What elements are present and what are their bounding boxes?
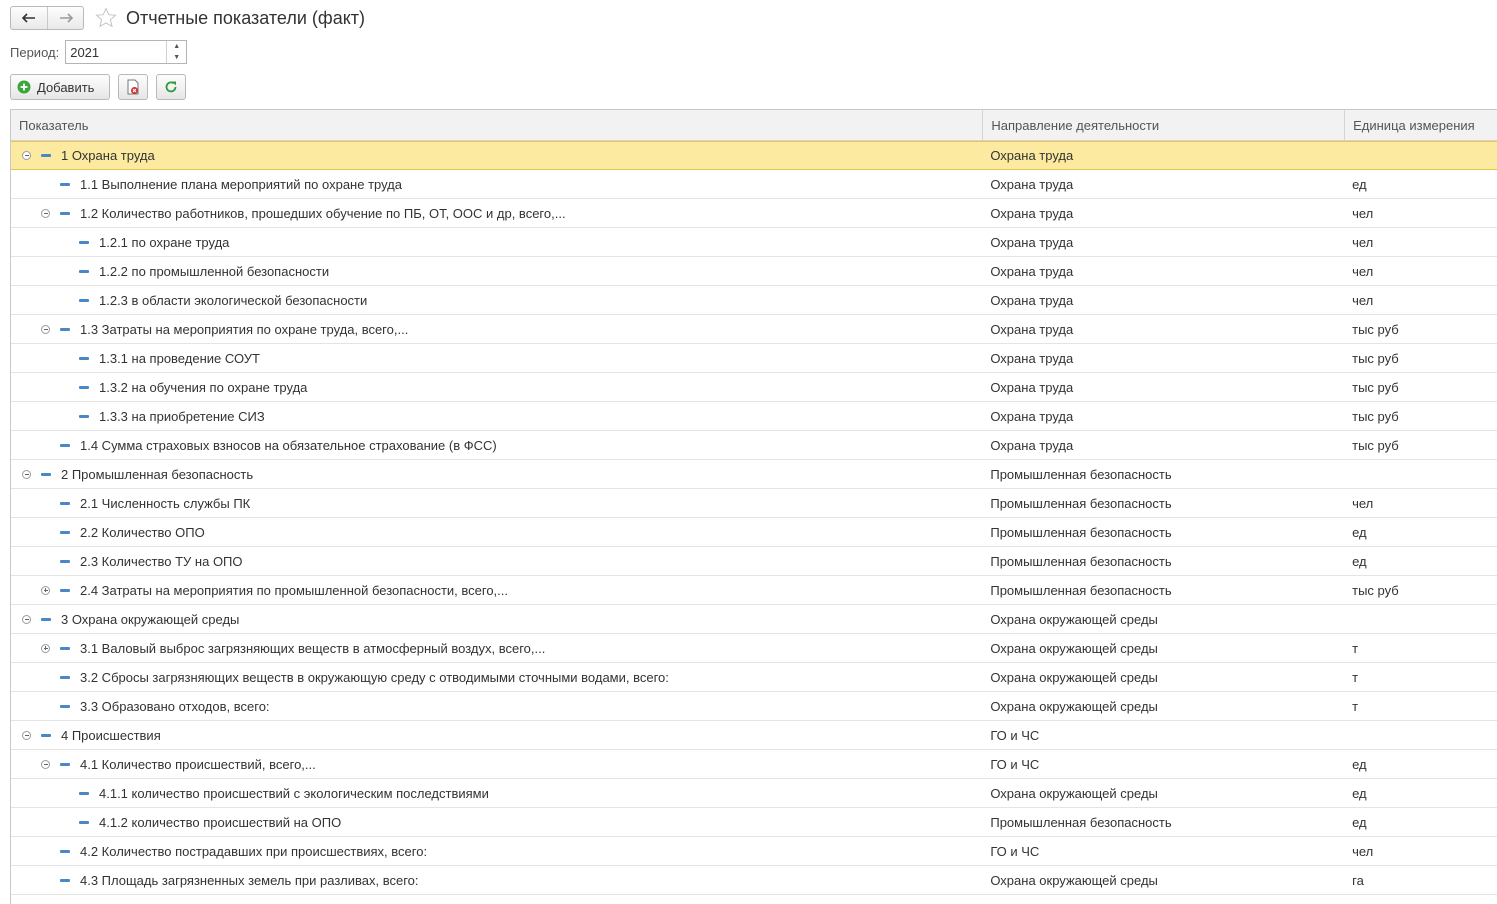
unit-cell[interactable]: ед [1352,756,1367,772]
direction-cell[interactable]: ГО и ЧС [990,727,1040,743]
direction-cell[interactable]: Охрана труда [990,176,1074,192]
direction-cell[interactable]: Охрана труда [990,350,1074,366]
direction-cell[interactable]: Промышленная безопасность [990,553,1172,569]
direction-cell[interactable]: Охрана окружающей среды [990,669,1158,685]
tree-toggle-slot [36,518,55,546]
indicator-cell[interactable] [11,199,982,227]
item-marker-icon [55,315,74,343]
column-header-direction[interactable]: Направление деятельности [982,110,1344,141]
table-row[interactable] [11,373,1497,402]
indicator-name: 1.1 Выполнение плана мероприятий по охране труда [80,176,402,192]
direction-cell[interactable]: Охрана окружающей среды [990,785,1158,801]
indicator-name: 3.3 Образовано отходов, всего: [80,698,270,714]
unit-cell[interactable]: чел [1352,843,1374,859]
indicator-name: 3 Охрана окружающей среды [61,611,240,627]
indicator-name: 2.2 Количество ОПО [80,524,205,540]
indicator-name: 2.4 Затраты на мероприятия по промышленной безопасности, всего,... [80,582,509,598]
delete-document-icon [126,79,140,95]
direction-cell[interactable]: Охрана труда [990,292,1074,308]
item-marker-icon [55,576,74,604]
add-button[interactable] [10,74,110,100]
indicator-cell[interactable] [11,344,982,372]
tree-toggle-slot [36,866,55,894]
refresh-button[interactable] [156,74,186,100]
indicator-cell[interactable] [11,257,982,285]
direction-cell[interactable]: Охрана окружающей среды [990,872,1158,888]
unit-cell[interactable] [1344,142,1497,169]
table-row[interactable] [11,141,1497,170]
direction-cell[interactable]: Промышленная безопасность [990,582,1172,598]
item-marker-icon [36,605,55,633]
unit-cell[interactable]: ед [1352,785,1367,801]
item-marker-icon [36,142,55,169]
item-marker-icon [74,402,93,430]
indent-spacer [11,199,36,227]
page-title: Отчетные показатели (факт) [126,7,366,28]
direction-cell[interactable]: ГО и ЧС [990,756,1040,772]
unit-cell[interactable]: тыс руб [1352,321,1399,337]
collapse-icon[interactable] [22,731,31,740]
period-spinner[interactable] [166,41,186,63]
period-label: Период: [10,44,60,60]
navigation-buttons [10,6,84,30]
indent-spacer [11,518,36,546]
indicator-name: 1.2 Количество работников, прошедших обучение по ПБ, ОТ, ООС и др, всего,... [80,205,566,221]
item-marker-icon [74,808,93,836]
direction-cell[interactable]: Охрана окружающей среды [990,698,1158,714]
indicator-cell[interactable] [11,808,982,836]
unit-cell[interactable]: чел [1352,205,1374,221]
unit-cell[interactable]: ед [1352,814,1367,830]
indicator-name: 1.4 Сумма страховых взносов на обязательное страхование (в ФСС) [80,437,497,453]
table-row[interactable] [11,750,1497,779]
indicator-cell[interactable] [11,315,982,343]
arrow-left-icon [22,13,36,23]
table-row[interactable] [11,576,1497,605]
indicator-cell[interactable] [11,692,982,720]
table-row[interactable] [11,431,1497,460]
item-marker-icon [55,634,74,662]
table-row[interactable] [11,837,1497,866]
indicator-name: 1 Охрана труда [61,148,155,163]
item-marker-icon [55,837,74,865]
table-row[interactable] [11,605,1497,634]
item-marker-icon [74,228,93,256]
tree-toggle-slot [55,344,74,372]
table-row[interactable] [11,808,1497,837]
unit-cell[interactable]: ед [1352,553,1367,569]
item-marker-icon [36,721,55,749]
indicator-name: 3.2 Сбросы загрязняющих веществ в окружающую среду с отводимыми сточными водами, всего: [80,669,669,685]
tree-toggle-slot [36,692,55,720]
item-marker-icon [55,547,74,575]
tree-toggle-slot[interactable] [17,605,36,633]
star-icon [95,7,117,29]
indicator-name: 2.1 Численность службы ПК [80,495,251,511]
indicator-name: 4.1 Количество происшествий, всего,... [80,756,316,772]
indent-spacer [11,547,36,575]
favorite-star-button[interactable] [94,6,118,30]
indent-spacer [11,779,55,807]
unit-cell[interactable]: т [1352,640,1359,656]
tree-toggle-slot [36,170,55,198]
indicator-cell[interactable] [11,142,982,169]
unit-cell[interactable]: чел [1352,263,1374,279]
table-row[interactable] [11,721,1497,750]
indent-spacer [11,808,55,836]
table-row[interactable] [11,460,1497,489]
indicator-name: 4.3 Площадь загрязненных земель при разливах, всего: [80,872,419,888]
unit-cell[interactable]: т [1352,698,1359,714]
item-marker-icon [55,518,74,546]
back-button[interactable] [11,7,47,29]
direction-cell[interactable]: Охрана труда [990,263,1074,279]
tree-toggle-slot [55,257,74,285]
indent-spacer [11,170,36,198]
tree-toggle-slot[interactable] [36,199,55,227]
collapse-icon[interactable] [41,209,50,218]
collapse-icon[interactable] [22,615,31,624]
indicator-name: 4.2 Количество пострадавших при происшествиях, всего: [80,843,428,859]
tree-toggle-slot[interactable] [17,142,36,169]
table-row[interactable] [11,692,1497,721]
table-row[interactable] [11,547,1497,576]
tree-toggle-slot [55,779,74,807]
direction-cell[interactable]: Охрана труда [990,408,1074,424]
unit-cell[interactable] [1344,605,1497,633]
table-row[interactable] [11,634,1497,663]
unit-cell[interactable]: тыс руб [1352,379,1399,395]
tree-toggle-slot [36,431,55,459]
unit-cell[interactable]: тыс руб [1352,582,1399,598]
indicator-name: 1.3.2 на обучения по охране труда [99,379,308,395]
unit-cell[interactable] [1344,460,1497,488]
unit-cell[interactable]: чел [1352,234,1374,250]
table-row[interactable] [11,228,1497,257]
tree-toggle-slot [36,489,55,517]
plus-circle-icon [17,80,31,94]
table-row[interactable] [11,315,1497,344]
item-marker-icon [55,199,74,227]
indicator-cell[interactable] [11,373,982,401]
indent-spacer [11,228,55,256]
item-marker-icon [55,866,74,894]
indicator-cell[interactable] [11,750,982,778]
table-body [11,141,1497,895]
title-bar [10,6,365,30]
column-header-unit[interactable]: Единица измерения [1344,110,1497,141]
indent-spacer [11,663,36,691]
tree-toggle-slot[interactable] [17,721,36,749]
table-row[interactable] [11,779,1497,808]
item-marker-icon [36,460,55,488]
tree-toggle-slot [55,373,74,401]
unit-cell[interactable]: чел [1352,495,1374,511]
tree-toggle-slot [36,663,55,691]
indicator-name: 4 Происшествия [61,727,161,743]
indent-spacer [11,837,36,865]
direction-cell[interactable]: Промышленная безопасность [990,814,1172,830]
table-row[interactable] [11,257,1497,286]
indent-spacer [11,286,55,314]
indicator-name: 3.1 Валовый выброс загрязняющих веществ в атмосферный воздух, всего,... [80,640,546,656]
collapse-icon[interactable] [22,470,31,479]
item-marker-icon [55,692,74,720]
direction-cell[interactable]: Промышленная безопасность [990,524,1172,540]
item-marker-icon [55,170,74,198]
indicator-cell[interactable] [11,286,982,314]
period-row [10,40,187,64]
direction-cell[interactable]: Охрана труда [990,205,1074,221]
column-header-indicator[interactable]: Показатель [19,118,89,133]
table-row[interactable] [11,518,1497,547]
direction-cell[interactable]: ГО и ЧС [990,843,1040,859]
collapse-icon[interactable] [22,151,31,160]
indent-spacer [11,431,36,459]
direction-cell[interactable]: Охрана труда [990,379,1074,395]
table-row[interactable] [11,489,1497,518]
item-marker-icon [74,286,93,314]
indicator-name: 2 Промышленная безопасность [61,466,254,482]
indent-spacer [11,750,36,778]
item-marker-icon [55,431,74,459]
indicator-name: 1.3.1 на проведение СОУТ [99,350,260,366]
indicator-cell[interactable] [11,228,982,256]
indicator-cell[interactable] [11,402,982,430]
tree-toggle-slot[interactable] [36,634,55,662]
expand-icon[interactable] [41,586,50,595]
table-row[interactable] [11,663,1497,692]
indicator-cell[interactable] [11,837,982,865]
add-button-label: Добавить [37,79,95,95]
direction-cell[interactable]: Промышленная безопасность [990,495,1172,511]
indent-spacer [11,489,36,517]
indicator-cell[interactable] [11,489,982,517]
item-marker-icon [55,489,74,517]
arrow-right-icon [59,13,73,23]
item-marker-icon [74,779,93,807]
period-field[interactable] [65,40,187,64]
indent-spacer [11,402,55,430]
tree-toggle-slot [36,837,55,865]
indent-spacer [11,344,55,372]
tree-toggle-slot[interactable] [36,750,55,778]
refresh-icon [164,80,178,94]
unit-cell[interactable]: тыс руб [1352,350,1399,366]
unit-cell[interactable]: т [1352,669,1359,685]
direction-cell[interactable]: Промышленная безопасность [990,466,1172,482]
item-marker-icon [74,257,93,285]
collapse-icon[interactable] [41,760,50,769]
direction-cell[interactable]: Охрана окружающей среды [990,640,1158,656]
direction-cell[interactable]: Охрана труда [990,234,1074,250]
indicator-name: 1.3.3 на приобретение СИЗ [99,408,265,424]
indicator-name: 1.2.3 в области экологической безопасности [99,292,368,308]
indicator-cell[interactable] [11,779,982,807]
tree-toggle-slot [55,286,74,314]
indent-spacer [11,634,36,662]
delete-button[interactable] [118,74,148,100]
indent-spacer [11,257,55,285]
indicator-cell[interactable] [11,605,982,633]
unit-cell[interactable]: ед [1352,176,1367,192]
table-row[interactable] [11,402,1497,431]
item-marker-icon [74,344,93,372]
indicator-cell[interactable] [11,576,982,604]
indicator-cell[interactable] [11,460,982,488]
table-row[interactable] [11,344,1497,373]
forward-button[interactable] [47,7,83,29]
indicator-cell[interactable] [11,663,982,691]
indicator-name: 2.3 Количество ТУ на ОПО [80,553,243,569]
table-header [11,110,1497,141]
toolbar [10,74,186,100]
indent-spacer [11,373,55,401]
indent-spacer [11,866,36,894]
item-marker-icon [55,663,74,691]
unit-cell[interactable]: тыс руб [1352,437,1399,453]
item-marker-icon [55,750,74,778]
indicator-cell[interactable] [11,547,982,575]
unit-cell[interactable]: тыс руб [1352,408,1399,424]
indicator-cell[interactable] [11,431,982,459]
tree-toggle-slot [36,547,55,575]
indicator-name: 1.2.1 по охране труда [99,234,230,250]
indicators-table [10,109,1497,904]
period-input[interactable]: 2021 [70,45,100,60]
unit-cell[interactable]: ед [1352,524,1367,540]
direction-cell[interactable]: Охрана труда [990,148,1074,163]
indicator-cell[interactable] [11,721,982,749]
indicator-cell[interactable] [11,170,982,198]
direction-cell[interactable]: Охрана окружающей среды [990,611,1158,627]
tree-toggle-slot[interactable] [17,460,36,488]
unit-cell[interactable]: га [1352,872,1364,888]
unit-cell[interactable] [1344,721,1497,749]
tree-toggle-slot [55,402,74,430]
spin-down-icon[interactable]: ▼ [173,54,181,61]
item-marker-icon [74,373,93,401]
indicator-cell[interactable] [11,866,982,894]
tree-toggle-slot [55,228,74,256]
tree-toggle-slot [55,808,74,836]
indicator-cell[interactable] [11,634,982,662]
indicator-name: 1.3 Затраты на мероприятия по охране труда, всего,... [80,321,409,337]
indicator-cell[interactable] [11,518,982,546]
expand-icon[interactable] [41,644,50,653]
collapse-icon[interactable] [41,325,50,334]
tree-toggle-slot[interactable] [36,315,55,343]
indent-spacer [11,315,36,343]
indicator-name: 4.1.1 количество происшествий с экологическим последствиями [99,785,489,801]
unit-cell[interactable]: чел [1352,292,1374,308]
table-row[interactable] [11,866,1497,895]
tree-toggle-slot[interactable] [36,576,55,604]
indent-spacer [11,576,36,604]
table-row[interactable] [11,199,1497,228]
indent-spacer [11,692,36,720]
table-row[interactable] [11,286,1497,315]
indicator-name: 1.2.2 по промышленной безопасности [99,263,330,279]
direction-cell[interactable]: Охрана труда [990,321,1074,337]
spin-up-icon[interactable]: ▲ [173,43,181,50]
direction-cell[interactable]: Охрана труда [990,437,1074,453]
table-row[interactable] [11,170,1497,199]
indicator-name: 4.1.2 количество происшествий на ОПО [99,814,342,830]
